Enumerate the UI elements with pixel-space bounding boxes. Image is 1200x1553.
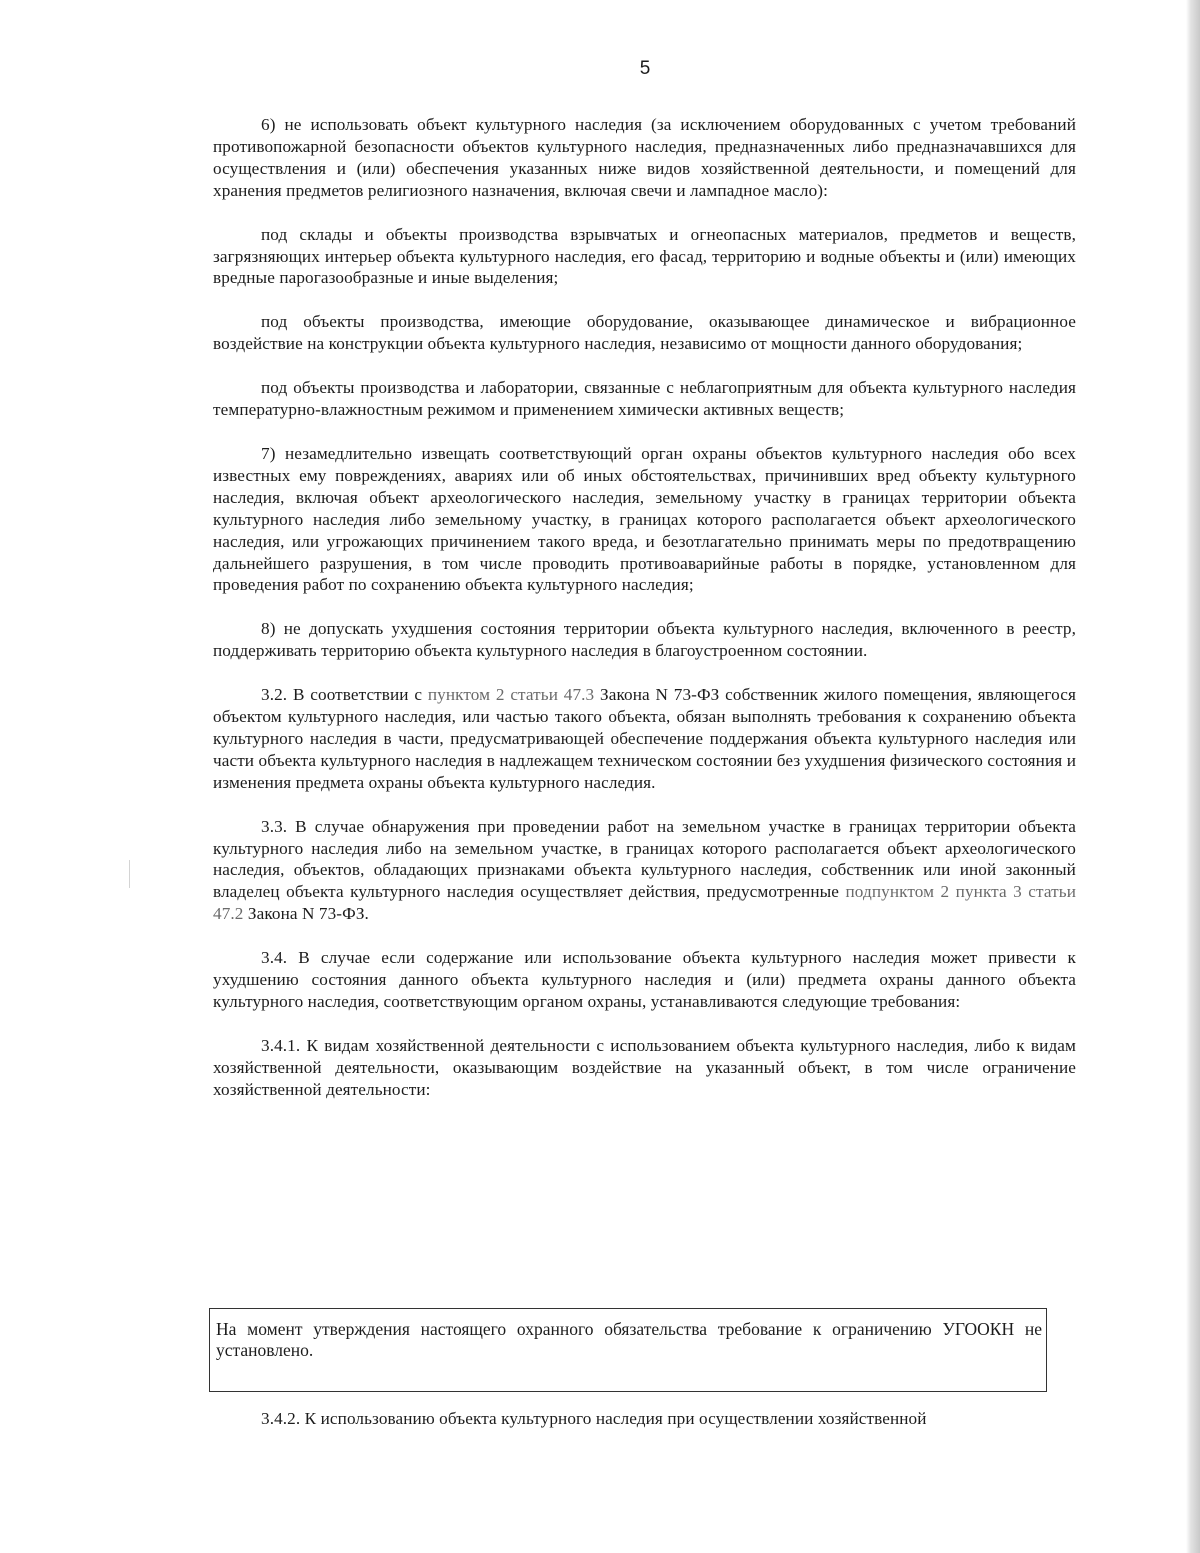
- paragraph-3-2-start: 3.2. В соответствии с: [261, 685, 428, 705]
- scan-artifact-line: [129, 860, 130, 888]
- page-number: 5: [639, 58, 651, 79]
- paragraph-item-8: 8) не допускать ухудшения состояния территории объекта культурного наследия, включенного в реестр, поддерживать территорию объекта культурного наследия в благоустроенном состоянии.: [213, 619, 1076, 661]
- paragraph-item-6-vibration: под объекты производства, имеющие оборудование, оказывающее динамическое и вибрационное воздействие на конструкции объекта культурного наследия, независимо от мощности данного оборудования;: [213, 312, 1076, 354]
- paragraph-3-3-start: 3.3. В случае обнаружения при проведении работ на земельном участке в границах территории объекта культурного наследия либо на земельном участке, в границах которого располагается объект археологического наследия, объектов, обладающих признаками объекта культурного наследия, собственник или иной законный владелец объекта культурного наследия осуществляет действия, предусмотренные: [213, 816, 1076, 902]
- paragraph-item-6-warehouses: под склады и объекты производства взрывчатых и огнеопасных материалов, предметов и веществ, загрязняющих интерьер объекта культурного наследия, его фасад, территорию и водные объекты и (или) имеющих вредные парогазообразные и иные выделения;: [213, 224, 1076, 288]
- paragraph-item-7: 7) незамедлительно извещать соответствующий орган охраны объектов культурного наследия обо всех известных ему повреждениях, авариях или об иных обстоятельствах, причинивших вред объекту культурного наследия, включая объект археологического наследия, земельному участку в границах территории объекта культурного наследия либо земельному участку, в границах которого располагается объект археологического наследия, или угрожающих причинением такого вреда, и безотлагательно принимать меры по предотвращению дальнейшего разрушения, в том числе проводить противоаварийные работы в порядке, установленном для проведения работ по сохранению объекта культурного наследия;: [213, 443, 1076, 595]
- paragraph-3-3-end: Закона N 73-ФЗ.: [243, 904, 369, 924]
- paragraph-3-4-2: 3.4.2. К использованию объекта культурного наследия при осуществлении хозяйственной: [261, 1409, 927, 1428]
- document-body: [213, 114, 1076, 1101]
- paragraph-3-3: [213, 816, 1076, 926]
- paragraph-item-6: 6) не использовать объект культурного наследия (за исключением оборудованных с учетом требований противопожарной безопасности объектов культурного наследия, предназначенных либо предназначавшихся для осуществления и (или) обеспечения указанных ниже видов хозяйственной деятельности, и помещений для хранения предметов религиозного назначения, включая свечи и лампадное масло):: [213, 115, 1076, 200]
- paragraph-3-4: 3.4. В случае если содержание или использование объекта культурного наследия может привести к ухудшению состояния данного объекта культурного наследия и (или) предмета охраны данного объекта культурного наследия, соответствующим органом охраны, устанавливаются следующие требования:: [213, 948, 1076, 1011]
- paragraph-3-2: [213, 684, 1076, 794]
- paragraph-3-4-1: 3.4.1. К видам хозяйственной деятельности с использованием объекта культурного наследия, либо к видам хозяйственной деятельности, оказывающим воздействие на указанный объект, в том числе ограничение хозяйственной деятельности:: [213, 1035, 1076, 1099]
- law-reference-link[interactable]: пунктом 2 статьи 47.3: [427, 685, 595, 705]
- paragraph-item-6-laboratories: под объекты производства и лаборатории, связанные с неблагоприятным для объекта культурного наследия температурно-влажностным режимом и применением химически активных веществ;: [213, 378, 1076, 420]
- paragraph-3-4-2-container: [213, 1408, 1076, 1430]
- restriction-note-box: [209, 1308, 1047, 1392]
- restriction-note-text: На момент утверждения настоящего охранного обязательства требование к ограничению УГООКН не установлено.: [216, 1319, 1042, 1360]
- scan-edge-shadow: [1186, 0, 1200, 1553]
- law-reference-link[interactable]: подпунктом 2 пункта 3 статьи 47.2: [213, 882, 1076, 924]
- paragraph-3-2-end: Закона N 73-ФЗ собственник жилого помещения, являющегося объектом культурного наследия, или частью такого объекта, обязан выполнять требования к сохранению объекта культурного наследия в части, предусматривающей обеспечение поддержания объекта культурного наследия или части объекта культурного наследия в надлежащем техническом состоянии без ухудшения физического состояния и изменения предмета охраны объекта культурного наследия.: [213, 685, 1076, 792]
